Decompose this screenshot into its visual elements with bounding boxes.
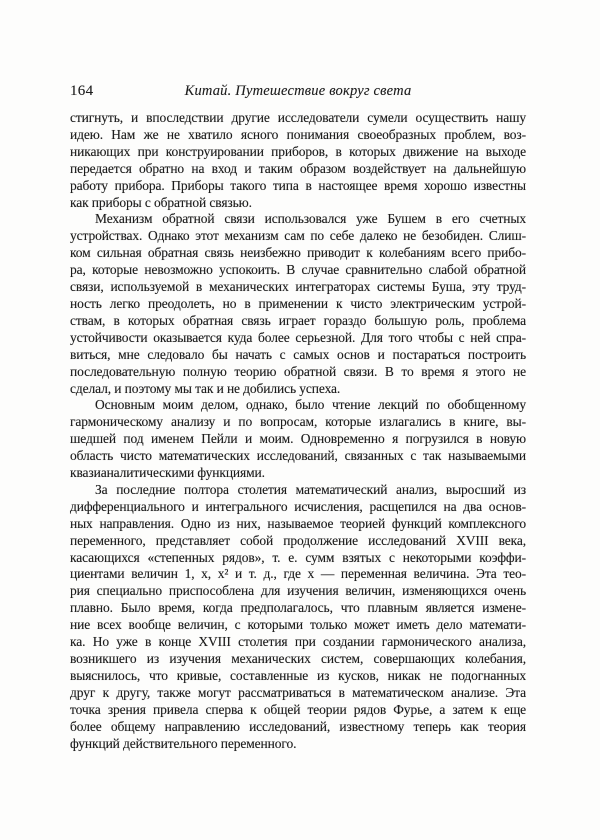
text-line: устойчивости оказывается куда более серьезной. Для того чтобы с ней спра- xyxy=(70,329,526,345)
text-line: переменного, представляет собой продолжение исследований XVIII века, xyxy=(70,532,526,548)
text-line: виться, мне следовало бы начать с самых основ и постараться построить xyxy=(70,346,526,362)
text-line: функций действительного переменного. xyxy=(70,735,297,751)
text-line: как приборы с обратной связью. xyxy=(70,194,252,210)
text-line: дифференциального и интегрального исчисления, расщепился на два основ- xyxy=(70,498,526,514)
text-line: Механизм обратной связи использовался уже Бушем в его счетных xyxy=(95,211,526,227)
text-line: выяснилось, что кривые, составленные из кусков, никак не подогнанных xyxy=(70,667,526,683)
text-line: работу прибора. Приборы такого типа в настоящее время хорошо известны xyxy=(70,177,526,193)
text-line: стигнуть, и впоследствии другие исследователи сумели осуществить нашу xyxy=(70,110,526,125)
text-line: гармоническому анализу и по вопросам, которые излагались в книге, вы- xyxy=(70,414,526,430)
text-line: возникшего из изучения механических систем, совершающих колебания, xyxy=(70,651,526,666)
text-line: идею. Нам же не хватило ясного понимания своеобразных проблем, воз- xyxy=(70,126,526,142)
page-header xyxy=(70,83,526,100)
text-line: ствам, в которых обратная связь играет гораздо большую роль, проблема xyxy=(70,312,526,328)
text-line: связи, используемой в механических интеграторах системы Буша, эту труд- xyxy=(70,279,526,295)
text-line: рия специально приспособлена для изучения величин, изменяющихся очень xyxy=(70,583,526,599)
text-line: сделал, и поэтому мы так и не добились успеха. xyxy=(70,380,341,396)
text-line: Основным моим делом, однако, было чтение лекций по обобщенному xyxy=(95,397,526,413)
text-line: За последние полтора столетия математический анализ, выросший из xyxy=(95,481,526,497)
running-head: Китай. Путешествие вокруг света xyxy=(184,83,412,99)
text-line: ных направления. Одно из них, называемое теорией функций комплексного xyxy=(70,515,526,531)
text-line: ра, которые невозможно успокоить. В случае сравнительно слабой обратной xyxy=(70,262,526,278)
text-line: ком сильная обратная связь неизбежно приводит к колебаниям всего прибо- xyxy=(70,245,526,261)
text-line: друг к другу, также могут рассматриваться в математическом анализе. Эта xyxy=(70,684,526,700)
text-line: более общему направлению исследований, известному теперь как теория xyxy=(70,718,526,734)
text-line: передается обратно на вход и таким образом воздействует на дальнейшую xyxy=(70,160,526,176)
text-line: циентами величин 1, x, x² и т. д., где x — переменная величина. Эта тео- xyxy=(70,566,526,582)
body-text xyxy=(70,110,526,752)
text-line: точка зрения привела сперва к общей теории рядов Фурье, а затем к еще xyxy=(70,701,526,717)
text-line: шедшей под именем Пейли и моим. Одновременно я погрузился в новую xyxy=(70,431,526,447)
text-line: устройствах. Однако этот механизм сам по себе далеко не безобиден. Слиш- xyxy=(70,228,526,244)
text-line: никающих при конструировании приборов, в которых движение на выходе xyxy=(70,143,526,159)
text-line: плавно. Было время, когда предполагалось, что плавным является измене- xyxy=(70,600,526,616)
text-line: касающихся «степенных рядов», т. е. сумм взятых с некоторыми коэффи- xyxy=(70,549,526,565)
page-number: 164 xyxy=(70,83,94,99)
text-line: квазианалитическими функциями. xyxy=(70,465,265,481)
text-line: ность легко преодолеть, но в применении к чисто электрическим устрой- xyxy=(70,295,526,311)
text-line: ка. Но уже в конце XVIII столетия при создании гармонического анализа, xyxy=(70,634,526,650)
text-line: ние всех вообще величин, с которыми только может иметь дело математи- xyxy=(70,617,526,633)
text-line: последовательную полную теорию обратной связи. В то время я этого не xyxy=(70,363,526,379)
text-line: область чисто математических исследований, связанных с так называемыми xyxy=(70,448,526,464)
